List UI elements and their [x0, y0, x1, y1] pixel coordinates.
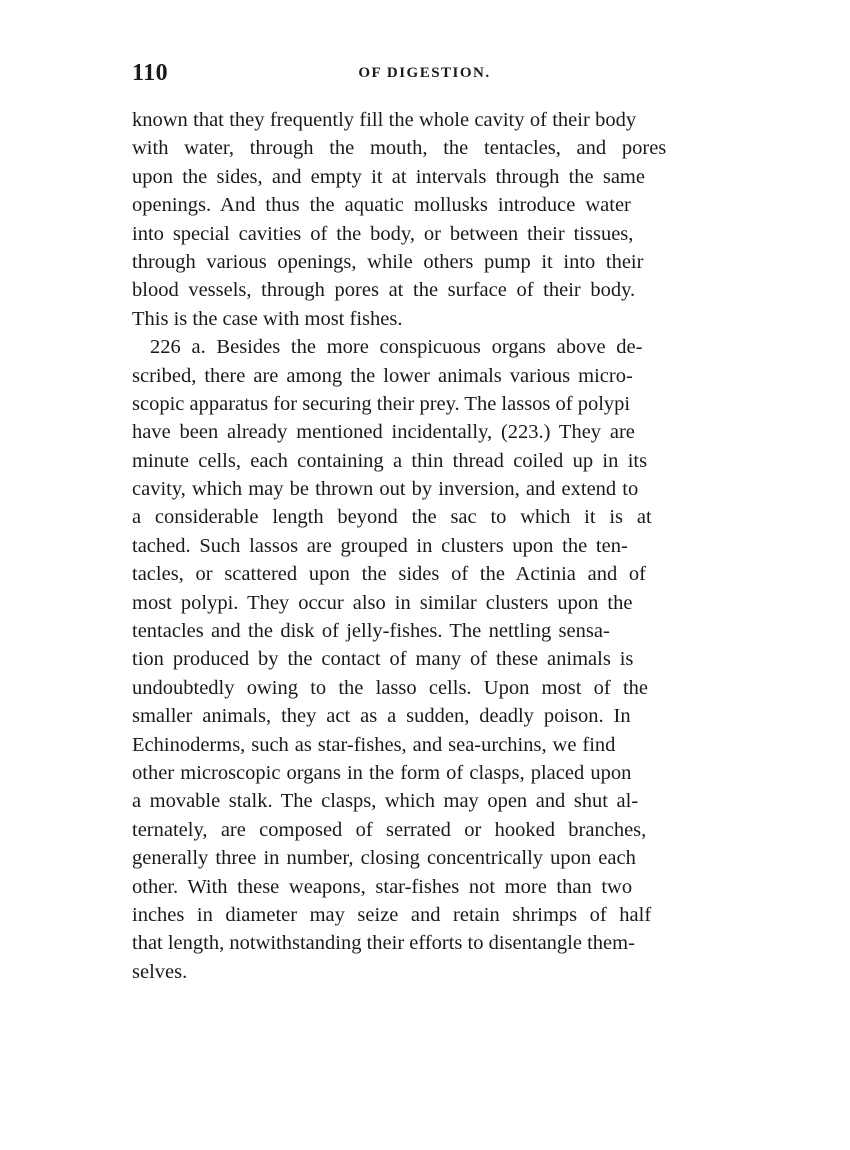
text-line: tacles, or scattered upon the sides of the Actinia and of: [132, 563, 647, 586]
text-line: scopic apparatus for securing their prey. The lassos of polypi: [132, 392, 631, 415]
text-line: This is the case with most fishes.: [132, 307, 403, 330]
text-line: blood vessels, through pores at the surface of their body.: [132, 279, 636, 302]
body-text: [132, 106, 666, 986]
text-line: openings. And thus the aquatic mollusks introduce water: [132, 194, 631, 217]
text-line: with water, through the mouth, the tentacles, and pores: [132, 137, 667, 160]
text-line: tached. Such lassos are grouped in clusters upon the ten-: [132, 534, 628, 557]
text-line: ternately, are composed of serrated or hooked branches,: [132, 818, 647, 841]
text-line: into special cavities of the body, or between their tissues,: [132, 222, 634, 245]
page-number: 110: [132, 60, 169, 86]
text-line: minute cells, each containing a thin thread coiled up in its: [132, 449, 648, 472]
text-line: smaller animals, they act as a sudden, deadly poison. In: [132, 705, 631, 728]
text-line: a considerable length beyond the sac to which it is at: [132, 506, 652, 529]
text-line: Echinoderms, such as star-fishes, and sea-urchins, we find: [132, 733, 616, 756]
text-line: cavity, which may be thrown out by inversion, and extend to: [132, 478, 639, 501]
text-line: selves.: [132, 960, 188, 983]
text-line: inches in diameter may seize and retain shrimps of half: [132, 903, 652, 926]
text-line: generally three in number, closing concentrically upon each: [132, 847, 636, 870]
text-line: scribed, there are among the lower animals various micro-: [132, 364, 633, 387]
text-line: through various openings, while others pump it into their: [132, 250, 644, 273]
text-line: tentacles and the disk of jelly-fishes. The nettling sensa-: [132, 620, 610, 643]
text-line: known that they frequently fill the whole cavity of their body: [132, 109, 637, 131]
text-line: a movable stalk. The clasps, which may open and shut al-: [132, 790, 639, 813]
text-line: undoubtedly owing to the lasso cells. Upon most of the: [132, 676, 648, 699]
text-line: have been already mentioned incidentally, (223.) They are: [132, 421, 635, 444]
text-line: upon the sides, and empty it at intervals through the same: [132, 165, 645, 188]
text-line: other microscopic organs in the form of clasps, placed upon: [132, 761, 632, 784]
text-line: most polypi. They occur also in similar clusters upon the: [132, 591, 633, 614]
running-title: OF DIGESTION.: [358, 65, 491, 81]
text-line: that length, notwithstanding their efforts to disentangle them-: [132, 932, 635, 955]
running-head: [132, 60, 717, 90]
text-line: 226 a. Besides the more conspicuous organs above de-: [150, 336, 643, 359]
text-line: other. With these weapons, star-fishes not more than two: [132, 875, 633, 898]
text-line: tion produced by the contact of many of these animals is: [132, 648, 634, 671]
